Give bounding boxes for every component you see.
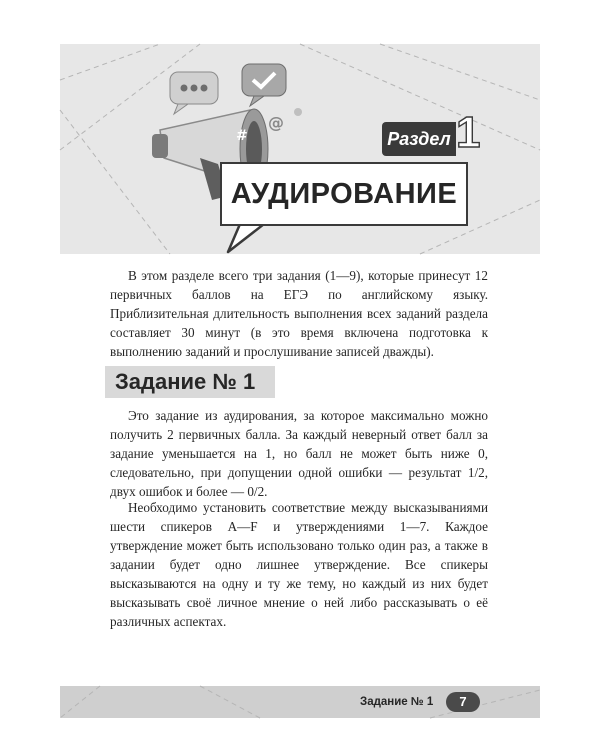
task-paragraph-2: Необходимо установить соответствие между высказываниями шести спикеров A—F и утверждениями 1—7. Каждое утверждение может быть использовано только один раз, а также в задании будет одно лишнее утверждение. Все спикеры высказываются на одну и ту же тему, но каждый из них будет высказывать своё личное мнение о ней либо рассказывать о её различных аспектах. [110,500,488,629]
footer-task-label: Задание № 1 [360,696,434,708]
section-number: 1 [456,108,481,157]
hashtag-icon: # [236,128,248,144]
section-tab [382,108,481,157]
task-heading: Задание № 1 [105,366,275,398]
intro-paragraph: В этом разделе всего три задания (1—9), которые принесут 12 первичных баллов на ЕГЭ по английскому языку. Приблизительная длительность выполнения всех заданий раздела составляет 30 минут (в это время включена подготовка к выполнению заданий и прослушивание записей дважды). [110,268,488,359]
speech-bubble-check-icon [242,64,286,106]
section-label: Раздел [382,122,456,156]
section-title-box [220,162,468,226]
page-number: 7 [446,692,480,712]
task-paragraph-1: Это задание из аудирования, за которое максимально можно получить 2 первичных балла. За каждый неверный ответ балл за задание уменьшается на 1, но балл не может быть ниже 0, следовательно, при допущении одной ошибки — результат 1/2, двух ошибок и более — 0/2. [110,408,488,499]
at-sign-icon: @ [268,113,284,132]
section-title: АУДИРОВАНИЕ [230,177,458,210]
speech-bubble-dots-icon [170,72,218,114]
